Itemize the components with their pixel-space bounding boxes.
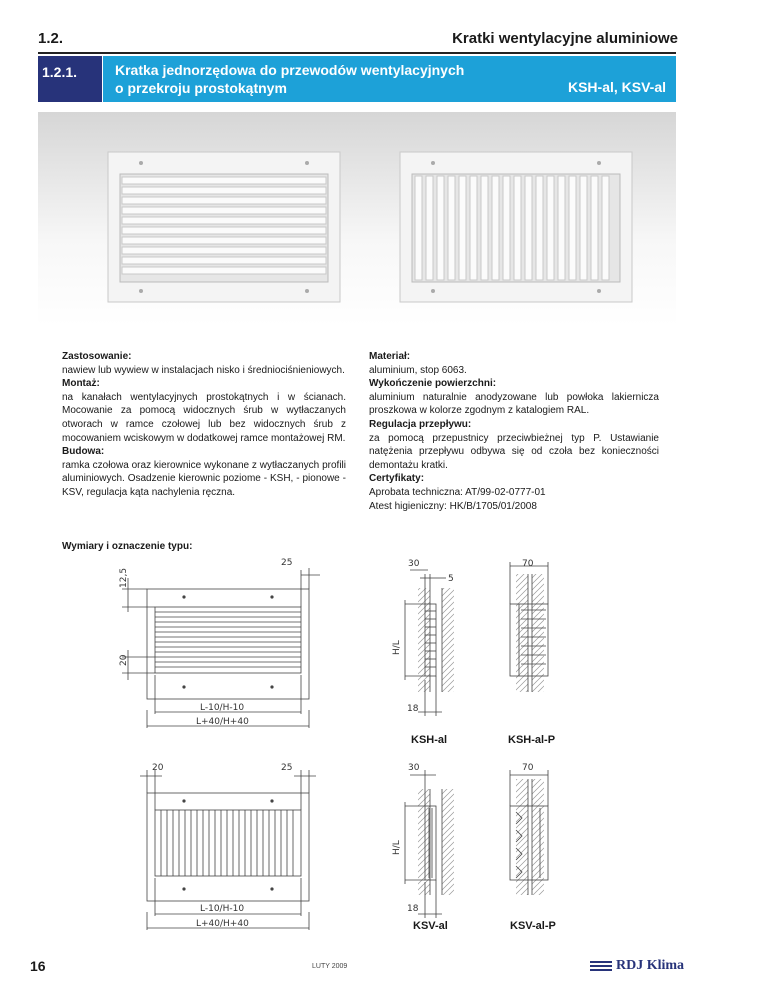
dim-30-ksh: 30 [408,559,420,569]
product-title-line1: Kratka jednorzędowa do przewodów wentylacyjnych [115,62,465,78]
text-regulacja: za pomocą przepustnicy przeciwbieżnej typ P. Ustawianie natężenia przepływu odbywa się od czoła bez konieczności demontażu kratki. [369,432,659,471]
ksv-front-frame [147,793,309,901]
brand-name: RDJ Klima [616,958,685,973]
dim-outer-ksv: L+40/H+40 [196,919,249,929]
text-montaz: na kanałach wentylacyjnych prostokątnych i w ścianach. Mocowanie za pomocą widocznych śrub w wytłaczanych otworach w ramce czołowej lub bez widocznych śrub z mocowaniem wciskowym w dodatkowej ramce montażowej RM. [62,391,346,444]
description-right [369,350,659,513]
product-codes: KSH-al, KSV-al [567,79,666,95]
text-budowa: ramka czołowa oraz kierownice wykonane z wytłaczanych profili aluminiowych. Osadzenie kierownic poziome - KSH, - pionowe - KSV, regulacja kąta nachylenia ręczna. [62,459,346,498]
dim-70-ksh-p: 70 [522,559,534,569]
brand-logo [590,958,684,974]
ksh-front-louvres [155,612,301,667]
dim-12-5: 12,5 [119,567,129,588]
ksv-front-louvres [161,810,293,876]
section-title: Kratki wentylacyjne aluminiowe [452,30,678,47]
product-title-band [103,56,676,102]
dim-25-top: 25 [281,558,293,568]
heading-montaz: Montaż: [62,378,100,390]
subsection-number: 1.2.1. [42,64,78,80]
dim-18-ksv: 18 [407,904,419,914]
caption-ksv-al-p: KSV-al-P [510,920,556,932]
ksh-front-frame [147,589,309,699]
dim-hl-ksv: H/L [392,840,402,855]
product-title-line2: o przekroju prostokątnym [115,80,287,96]
product-photo [38,112,676,326]
dim-20-side: 20 [119,654,129,666]
header-rule [38,52,676,54]
dim-inner-ksh: L-10/H-10 [200,703,245,713]
dim-25-ksv: 25 [281,763,293,773]
dim-inner-ksv: L-10/H-10 [200,904,245,914]
heading-material: Materiał: [369,351,411,362]
dim-outer-ksh: L+40/H+40 [196,717,249,727]
heading-zastosowanie: Zastosowanie: [62,351,132,362]
page-number: 16 [30,958,46,974]
edition-date: LUTY 2009 [312,963,348,970]
dim-hl-ksh: H/L [392,640,402,655]
description-left [62,350,346,500]
text-cert2: Atest higieniczny: HK/B/1705/01/2008 [369,500,537,512]
caption-ksh-al: KSH-al [411,734,448,746]
heading-wykonczenie: Wykończenie powierzchni: [369,378,497,390]
dimensions-title: Wymiary i oznaczenie typu: [62,541,193,552]
text-wykonczenie: aluminium naturalnie anodyzowane lub powłoka lakiernicza proszkowa w kolorze zgodnym z katalogiem RAL. [369,391,659,417]
text-zastosowanie: nawiew lub wywiew w instalacjach nisko i średniociśnieniowych. [62,364,345,376]
text-cert1: Aprobata techniczna: AT/99-02-0777-01 [369,486,546,498]
dim-70-ksv-p: 70 [522,763,534,773]
ksv-front-opening [155,810,301,876]
heading-certyfikaty: Certyfikaty: [369,473,425,485]
text-material: aluminium, stop 6063. [369,364,467,376]
dim-18-ksh: 18 [407,704,419,714]
product-photo-art [38,112,676,326]
ksh-front-opening [155,607,301,673]
dim-30-ksv: 30 [408,763,420,773]
heading-budowa: Budowa: [62,446,105,458]
section-number: 1.2. [38,30,64,47]
dim-5: 5 [448,574,454,584]
dim-20-top: 20 [152,763,164,773]
caption-ksv-al: KSV-al [413,920,448,932]
subsection-badge [38,56,102,102]
heading-regulacja: Regulacja przepływu: [369,418,472,430]
brand-stripes-icon [590,961,612,971]
caption-ksh-al-p: KSH-al-P [508,734,556,746]
